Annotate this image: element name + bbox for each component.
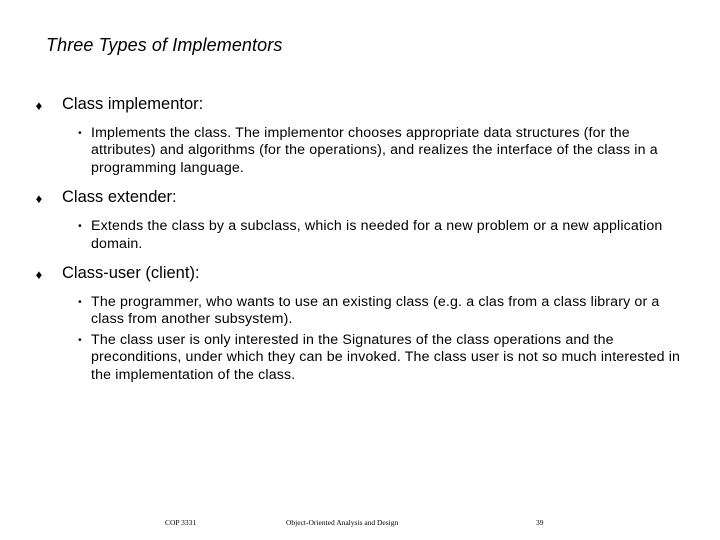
diamond-bullet-icon: ♦ xyxy=(35,191,43,207)
slide-title: Three Types of Implementors xyxy=(46,35,283,55)
footer-course-code: COP 3331 xyxy=(165,518,197,527)
subbullet-implementor-description xyxy=(32,125,692,177)
subbullet-text: The programmer, who wants to use an existing class (e.g. a clas from a class library or a class from another subsystem). xyxy=(91,294,660,328)
footer-course-title: Object-Oriented Analysis and Design xyxy=(286,518,399,527)
subbullet-text: Extends the class by a subclass, which is needed for a new problem or a new application domain. xyxy=(91,218,663,252)
bullet-label: Class extender: xyxy=(62,188,177,207)
subbullet-class-user-interest xyxy=(32,332,692,384)
subbullet-class-user-programmer xyxy=(32,294,692,329)
dot-bullet-icon: • xyxy=(78,297,82,309)
subbullet-text: The class user is only interested in the Signatures of the class operations and the preconditions, under which they can be invoked. The class user is not so much interested in the implementation of the class. xyxy=(91,331,681,383)
subbullet-text: Implements the class. The implementor chooses appropriate data structures (for the attributes) and algorithms (for the operations), and realizes the interface of the class in a programming language. xyxy=(91,125,658,176)
dot-bullet-icon: • xyxy=(78,128,82,139)
bullet-class-user xyxy=(32,263,692,283)
diamond-bullet-icon: ♦ xyxy=(35,98,43,113)
subbullet-extender-description xyxy=(32,218,692,253)
bullet-class-implementor xyxy=(32,94,692,114)
bullet-class-extender xyxy=(32,187,692,207)
footer-page-number: 39 xyxy=(536,518,544,527)
dot-bullet-icon: • xyxy=(78,334,82,346)
bullet-list xyxy=(32,94,692,384)
bullet-label: Class-user (client): xyxy=(62,264,200,283)
bullet-label: Class implementor: xyxy=(62,95,204,113)
dot-bullet-icon: • xyxy=(78,221,82,233)
diamond-bullet-icon: ♦ xyxy=(35,267,43,283)
